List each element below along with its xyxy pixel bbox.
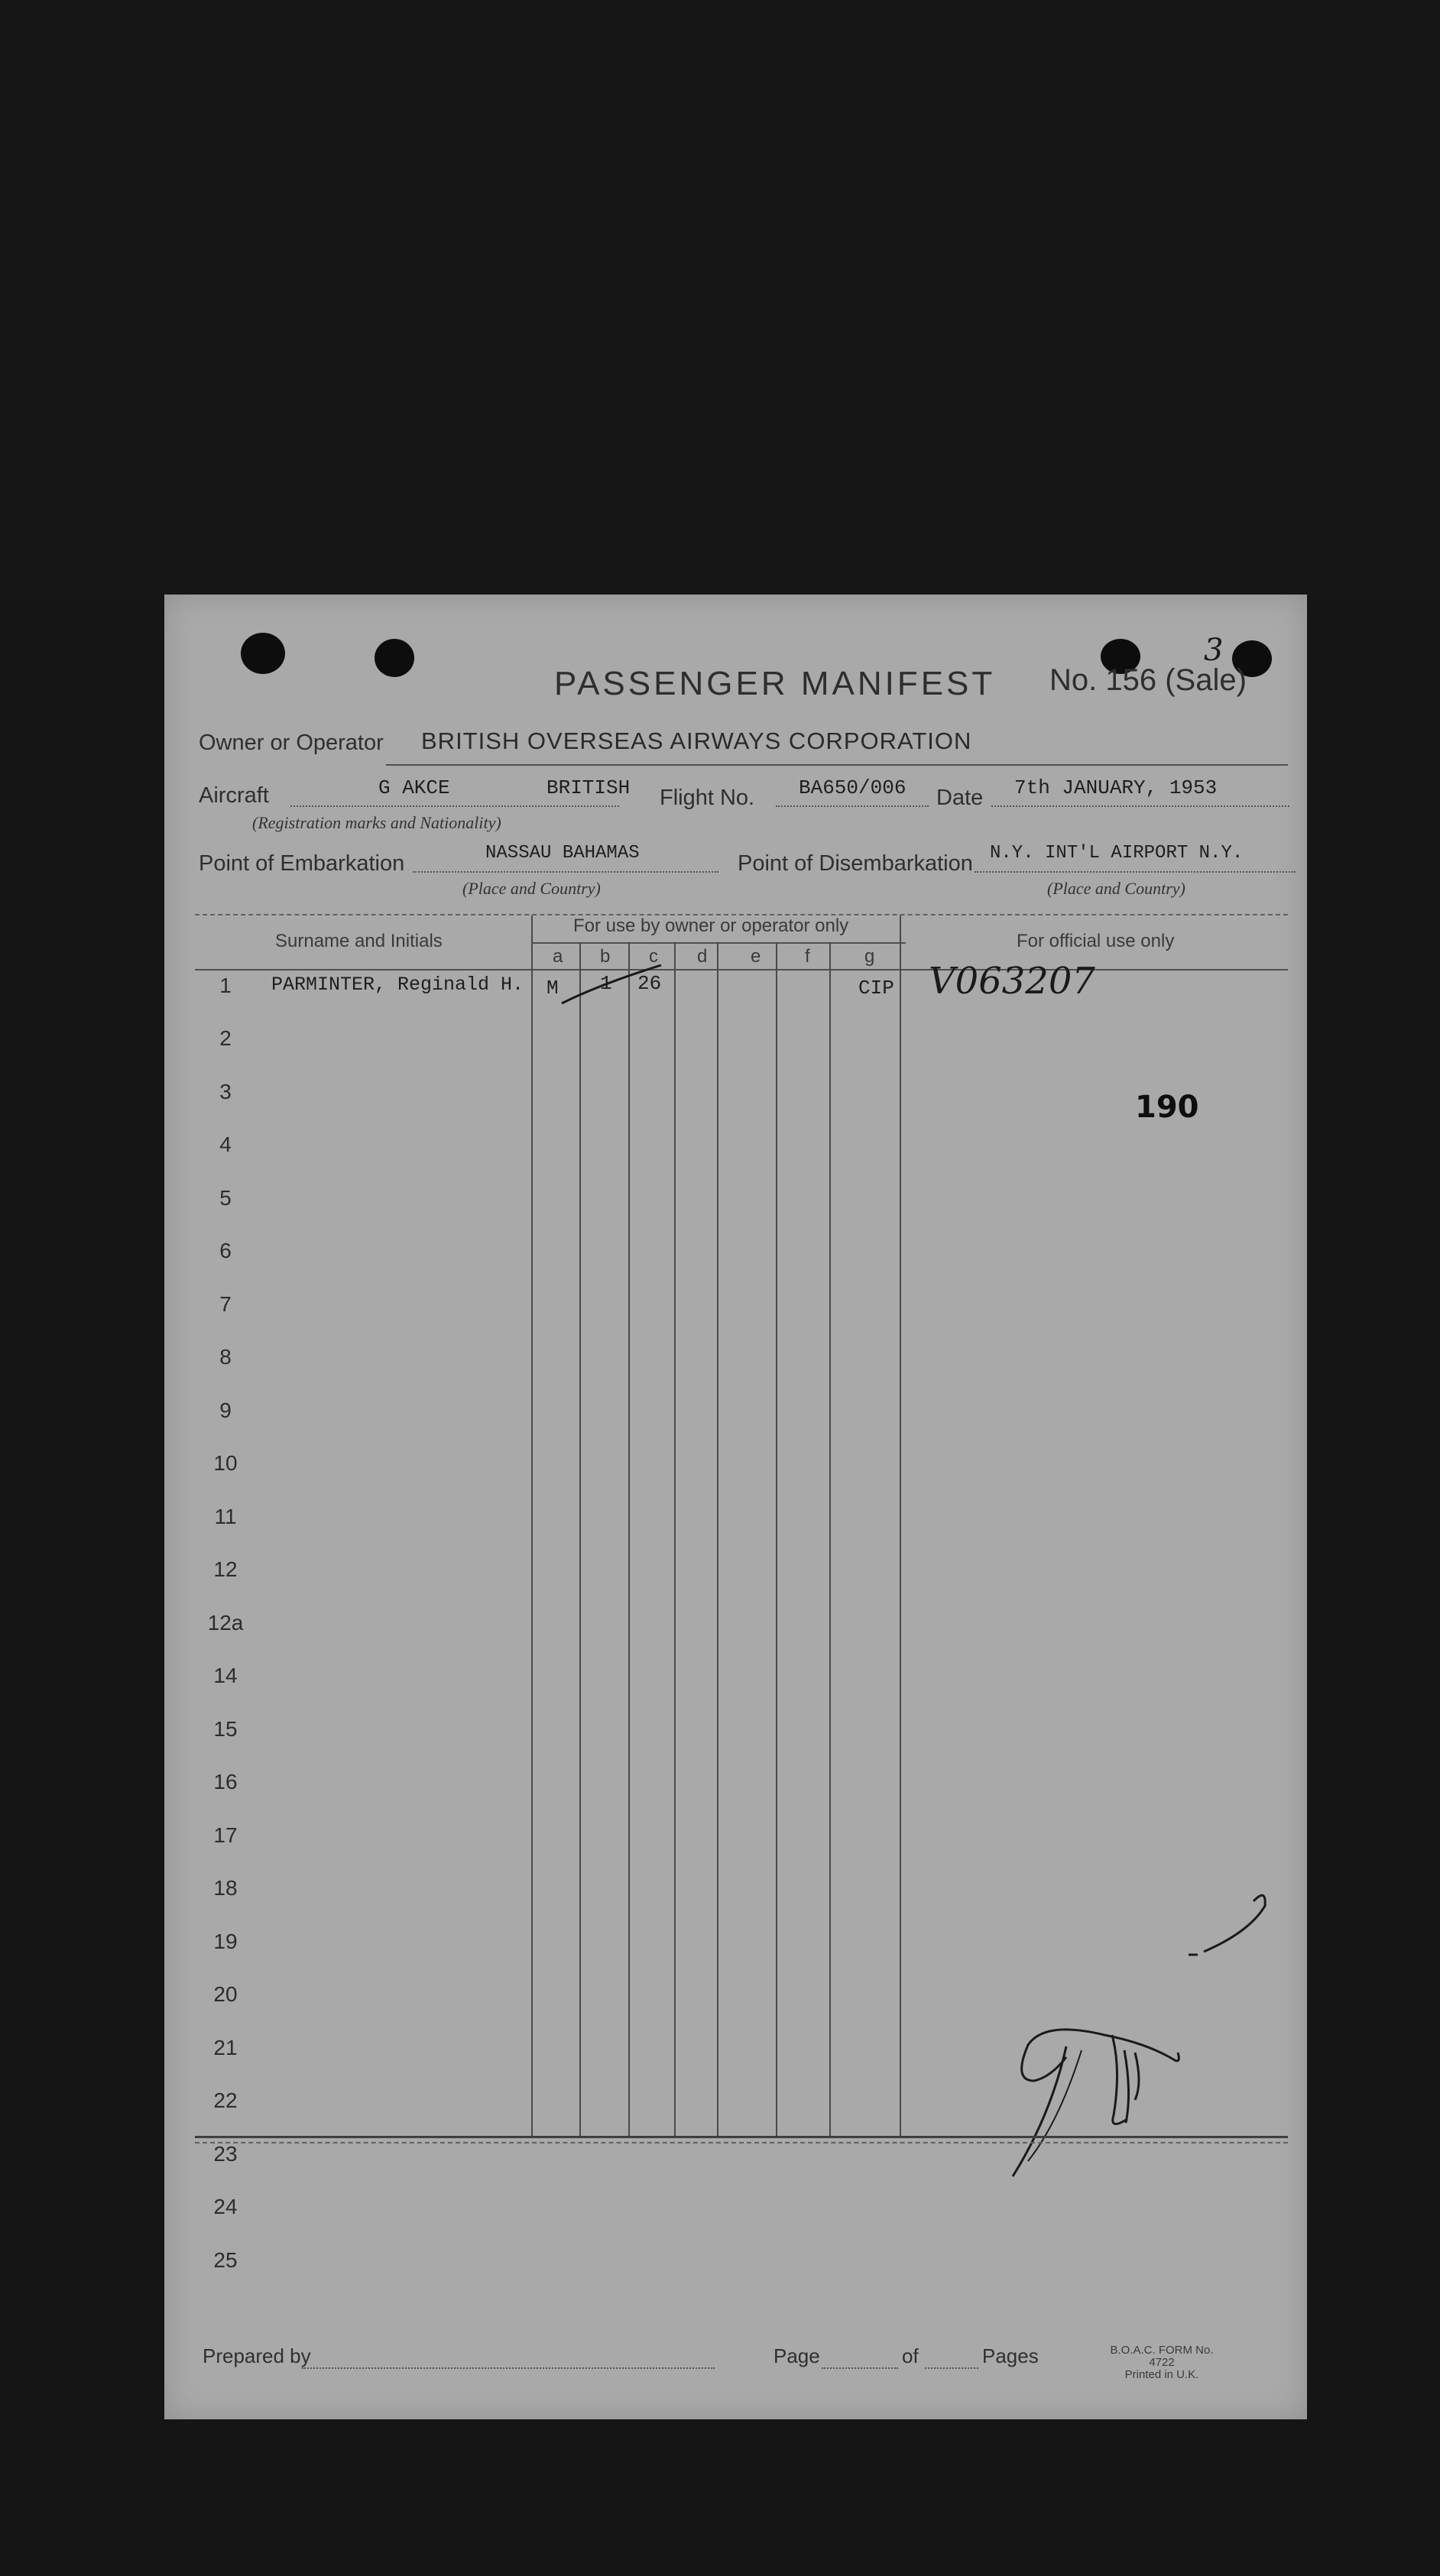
embarkation-label: Point of Embarkation <box>199 851 405 876</box>
check-mark <box>554 961 669 1015</box>
row-number: 19 <box>213 1930 238 1953</box>
row-number: 21 <box>213 2036 238 2059</box>
row-number: 24 <box>213 2195 238 2218</box>
of-line <box>925 2367 978 2369</box>
subcol-e-header: e <box>751 946 761 967</box>
passenger-col-c: 26 <box>637 972 662 995</box>
row-number: 2 <box>219 1026 232 1050</box>
pages-label: Pages <box>982 2344 1039 2367</box>
owner-use-header: For use by owner or operator only <box>573 915 849 936</box>
col-line-4 <box>674 942 676 2136</box>
row-number: 12a <box>207 1611 244 1635</box>
col-line-6 <box>776 942 777 2136</box>
table-header-rule <box>195 969 1288 970</box>
flight-label: Flight No. <box>660 786 755 810</box>
owner-use-divider <box>531 942 906 944</box>
table-bottom-rule <box>195 2136 1288 2138</box>
row-number: 10 <box>213 1451 238 1475</box>
col-line-8 <box>900 915 901 2136</box>
date-value: 7th JANUARY, 1953 <box>1014 776 1218 799</box>
aircraft-registration: G AKCE <box>378 776 450 799</box>
row-number: 5 <box>219 1186 232 1210</box>
owner-underline <box>386 764 1288 766</box>
subcol-a-header: a <box>553 946 563 967</box>
row-number: 6 <box>219 1239 232 1262</box>
row-number: 16 <box>213 1770 238 1793</box>
row-number: 3 <box>219 1080 232 1103</box>
disembarkation-label: Point of Disembarkation <box>738 851 973 876</box>
aircraft-nationality: BRITISH <box>546 776 631 799</box>
passenger-col-b: 1 <box>600 972 612 995</box>
disembarkation-value: N.Y. INT'L AIRPORT N.Y. <box>990 843 1244 864</box>
row-number: 17 <box>213 1823 238 1847</box>
disembarkation-dotted-line <box>975 871 1296 873</box>
official-handwritten-number: V063207 <box>929 960 1095 1003</box>
date-label: Date <box>936 786 984 810</box>
disembarkation-caption: (Place and Country) <box>1047 879 1185 898</box>
form-number: No. 156 (Sale) <box>1049 663 1247 697</box>
flight-value: BA650/006 <box>799 776 906 799</box>
col-line-5 <box>717 942 718 2136</box>
aircraft-label: Aircraft <box>199 783 269 808</box>
row-number: 20 <box>213 1982 238 2006</box>
row-number: 23 <box>213 2142 238 2166</box>
row-number: 4 <box>219 1132 232 1156</box>
page-line <box>822 2367 898 2369</box>
punch-hole-left-blot <box>241 633 285 674</box>
owner-value: BRITISH OVERSEAS AIRWAYS CORPORATION <box>421 727 972 754</box>
row-number: 8 <box>219 1345 232 1369</box>
owner-label: Owner or Operator <box>199 731 384 755</box>
stamped-number: 190 <box>1135 1090 1199 1125</box>
row-number: 18 <box>213 1876 238 1900</box>
aircraft-caption: (Registration marks and Nationality) <box>252 813 501 832</box>
of-label: of <box>902 2344 919 2367</box>
name-column-header: Surname and Initials <box>275 931 443 951</box>
embarkation-dotted-line <box>413 871 718 873</box>
row-number: 22 <box>213 2088 238 2112</box>
passenger-col-g: CIP <box>858 977 894 1000</box>
row-number: 15 <box>213 1717 238 1741</box>
col-line-3 <box>628 942 630 2136</box>
subcol-f-header: f <box>805 946 810 967</box>
aircraft-dotted-line <box>290 805 619 807</box>
row-number: 12 <box>213 1557 238 1581</box>
embarkation-value: NASSAU BAHAMAS <box>485 843 640 864</box>
row-number: 1 <box>219 974 232 997</box>
table-bottom-rule-dashed <box>195 2142 1288 2143</box>
punch-hole-left <box>375 639 414 677</box>
form-reference-code: B.O.A.C. FORM No. 4722 <box>1110 2344 1214 2369</box>
flight-dotted-line <box>776 805 929 807</box>
page-title: PASSENGER MANIFEST <box>554 665 996 702</box>
subcol-d-header: d <box>697 946 708 967</box>
official-signature <box>997 1886 1273 2230</box>
row-number: 7 <box>219 1292 232 1316</box>
date-dotted-line <box>991 805 1289 807</box>
manifest-sheet <box>164 595 1307 2419</box>
passenger-name: PARMINTER, Reginald H. <box>271 974 524 996</box>
subcol-c-header: c <box>649 946 658 967</box>
passenger-col-a: M <box>546 977 559 1000</box>
official-use-header: For official use only <box>1017 931 1175 951</box>
subcol-g-header: g <box>864 946 875 967</box>
subcol-b-header: b <box>600 946 611 967</box>
printed-in: Printed in U.K. <box>1124 2368 1199 2381</box>
col-line-7 <box>829 942 831 2136</box>
row-number: 9 <box>219 1398 232 1422</box>
form-number-handwritten: 3 <box>1204 633 1224 668</box>
row-number: 14 <box>213 1664 238 1687</box>
col-line-1 <box>531 915 533 2136</box>
col-line-2 <box>579 942 581 2136</box>
form-reference <box>1101 2344 1223 2381</box>
embarkation-caption: (Place and Country) <box>462 879 601 898</box>
prepared-by-label: Prepared by <box>203 2344 311 2367</box>
row-number: 11 <box>214 1505 237 1528</box>
scan-background <box>0 0 1440 596</box>
row-number: 25 <box>213 2248 238 2272</box>
prepared-by-line <box>302 2367 715 2369</box>
page-label: Page <box>774 2344 820 2367</box>
